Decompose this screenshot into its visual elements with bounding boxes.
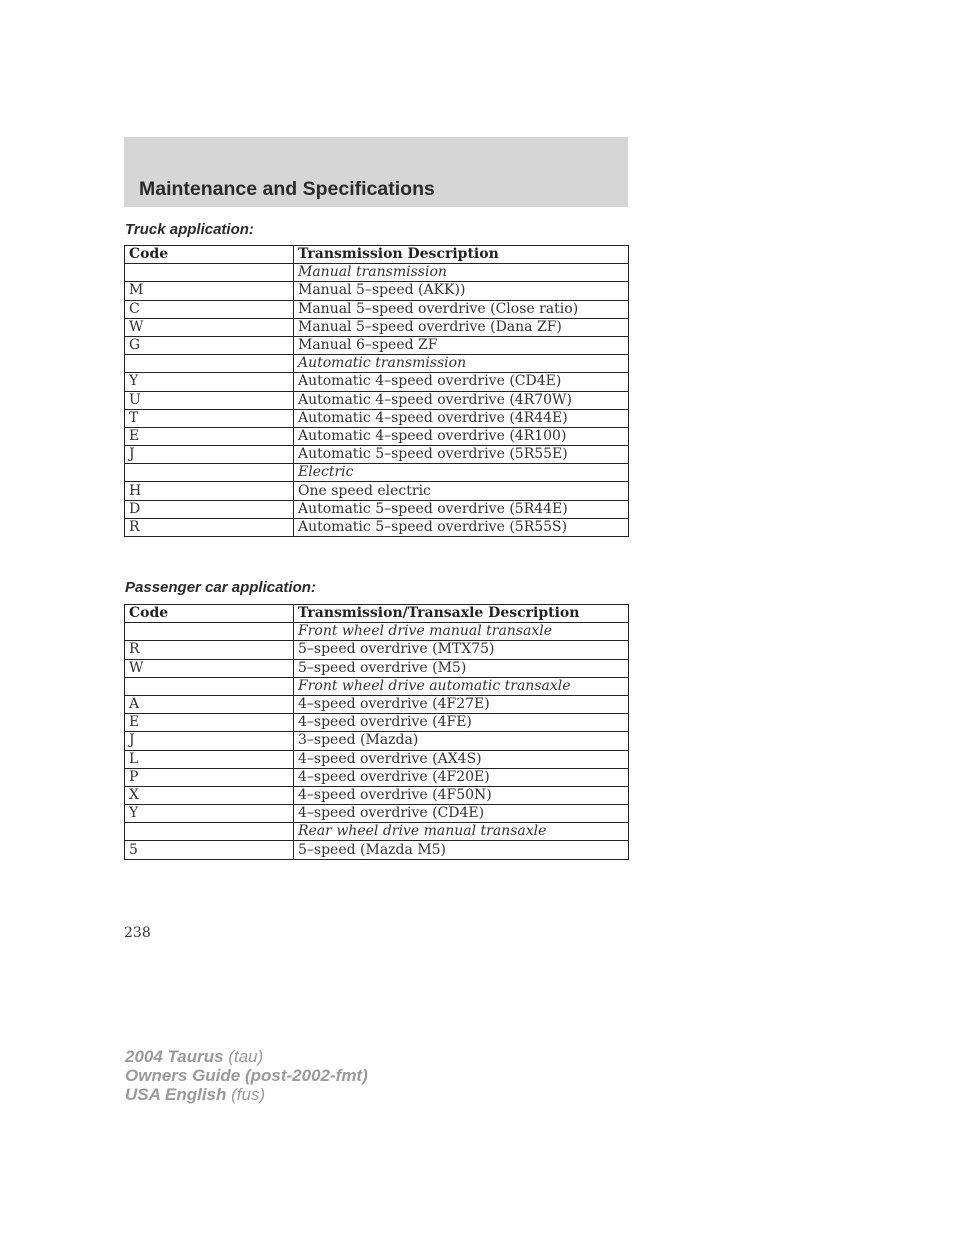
table-row [125,518,629,536]
passenger-car-application-label: Passenger car application: [125,579,316,596]
code-cell: R [125,641,294,659]
description-cell: Automatic 4–speed overdrive (4R100) [294,427,629,445]
table-row [125,641,629,659]
footer-line-guide [125,1066,368,1085]
footer-model: 2004 Taurus [125,1047,224,1066]
code-cell: E [125,427,294,445]
code-cell: T [125,409,294,427]
description-cell: Automatic 4–speed overdrive (4R70W) [294,391,629,409]
document-footer [125,1047,368,1104]
code-cell: C [125,300,294,318]
table-row [125,677,629,695]
code-cell: M [125,282,294,300]
passenger-transaxle-table [124,604,629,860]
description-cell: 4–speed overdrive (4F50N) [294,786,629,804]
table-row [125,841,629,859]
table-row [125,427,629,445]
description-column-header: Transmission Description [294,246,629,264]
table-row [125,823,629,841]
table-row [125,409,629,427]
code-cell: D [125,500,294,518]
passenger-table-body [125,623,629,859]
description-cell: Automatic 5–speed overdrive (5R55S) [294,518,629,536]
description-cell: 4–speed overdrive (4FE) [294,714,629,732]
table-header-row [125,605,629,623]
table-row [125,391,629,409]
table-row [125,464,629,482]
code-cell: P [125,768,294,786]
description-cell: 5–speed overdrive (M5) [294,659,629,677]
table-row [125,446,629,464]
code-cell [125,464,294,482]
code-cell: 5 [125,841,294,859]
code-cell: A [125,695,294,713]
code-column-header: Code [125,246,294,264]
footer-line-language [125,1085,368,1104]
code-column-header: Code [125,605,294,623]
code-cell [125,823,294,841]
truck-application-label: Truck application: [125,221,254,238]
description-cell: 5–speed (Mazda M5) [294,841,629,859]
category-cell: Electric [294,464,629,482]
description-cell: Manual 5–speed (AKK)) [294,282,629,300]
page-number: 238 [124,925,151,941]
table-row [125,695,629,713]
code-cell: X [125,786,294,804]
table-row [125,714,629,732]
code-cell: J [125,732,294,750]
footer-line-model [125,1047,368,1066]
description-cell: Automatic 5–speed overdrive (5R44E) [294,500,629,518]
footer-model-code: (tau) [228,1047,264,1066]
table-row [125,623,629,641]
section-title: Maintenance and Specifications [139,178,435,200]
code-cell: R [125,518,294,536]
code-cell [125,677,294,695]
description-cell: 4–speed overdrive (CD4E) [294,805,629,823]
description-cell: Manual 6–speed ZF [294,336,629,354]
code-cell: W [125,659,294,677]
code-cell: L [125,750,294,768]
table-row [125,732,629,750]
description-cell: Automatic 4–speed overdrive (4R44E) [294,409,629,427]
table-row [125,786,629,804]
code-cell [125,623,294,641]
table-row [125,336,629,354]
section-header-band [124,137,628,207]
description-cell: 4–speed overdrive (4F27E) [294,695,629,713]
table-row [125,264,629,282]
category-cell: Rear wheel drive manual transaxle [294,823,629,841]
table-row [125,355,629,373]
table-row [125,482,629,500]
description-column-header: Transmission/Transaxle Description [294,605,629,623]
code-cell: U [125,391,294,409]
code-cell: J [125,446,294,464]
table-row [125,768,629,786]
table-row [125,373,629,391]
table-row [125,282,629,300]
description-cell: Manual 5–speed overdrive (Dana ZF) [294,318,629,336]
table-row [125,805,629,823]
table-row [125,318,629,336]
table-row [125,750,629,768]
category-cell: Front wheel drive automatic transaxle [294,677,629,695]
description-cell: One speed electric [294,482,629,500]
code-cell: Y [125,373,294,391]
category-cell: Manual transmission [294,264,629,282]
truck-transmission-table [124,245,629,537]
description-cell: Manual 5–speed overdrive (Close ratio) [294,300,629,318]
footer-language-code: (fus) [231,1085,266,1104]
table-row [125,659,629,677]
category-cell: Front wheel drive manual transaxle [294,623,629,641]
category-cell: Automatic transmission [294,355,629,373]
code-cell: W [125,318,294,336]
description-cell: Automatic 4–speed overdrive (CD4E) [294,373,629,391]
truck-table-body [125,264,629,537]
table-row [125,300,629,318]
code-cell: Y [125,805,294,823]
footer-guide: Owners Guide (post-2002-fmt) [125,1066,368,1085]
code-cell [125,355,294,373]
footer-language: USA English [125,1085,227,1104]
code-cell: G [125,336,294,354]
code-cell [125,264,294,282]
description-cell: 4–speed overdrive (AX4S) [294,750,629,768]
description-cell: Automatic 5–speed overdrive (5R55E) [294,446,629,464]
code-cell: H [125,482,294,500]
description-cell: 4–speed overdrive (4F20E) [294,768,629,786]
table-header-row [125,246,629,264]
table-row [125,500,629,518]
code-cell: E [125,714,294,732]
description-cell: 5–speed overdrive (MTX75) [294,641,629,659]
description-cell: 3–speed (Mazda) [294,732,629,750]
